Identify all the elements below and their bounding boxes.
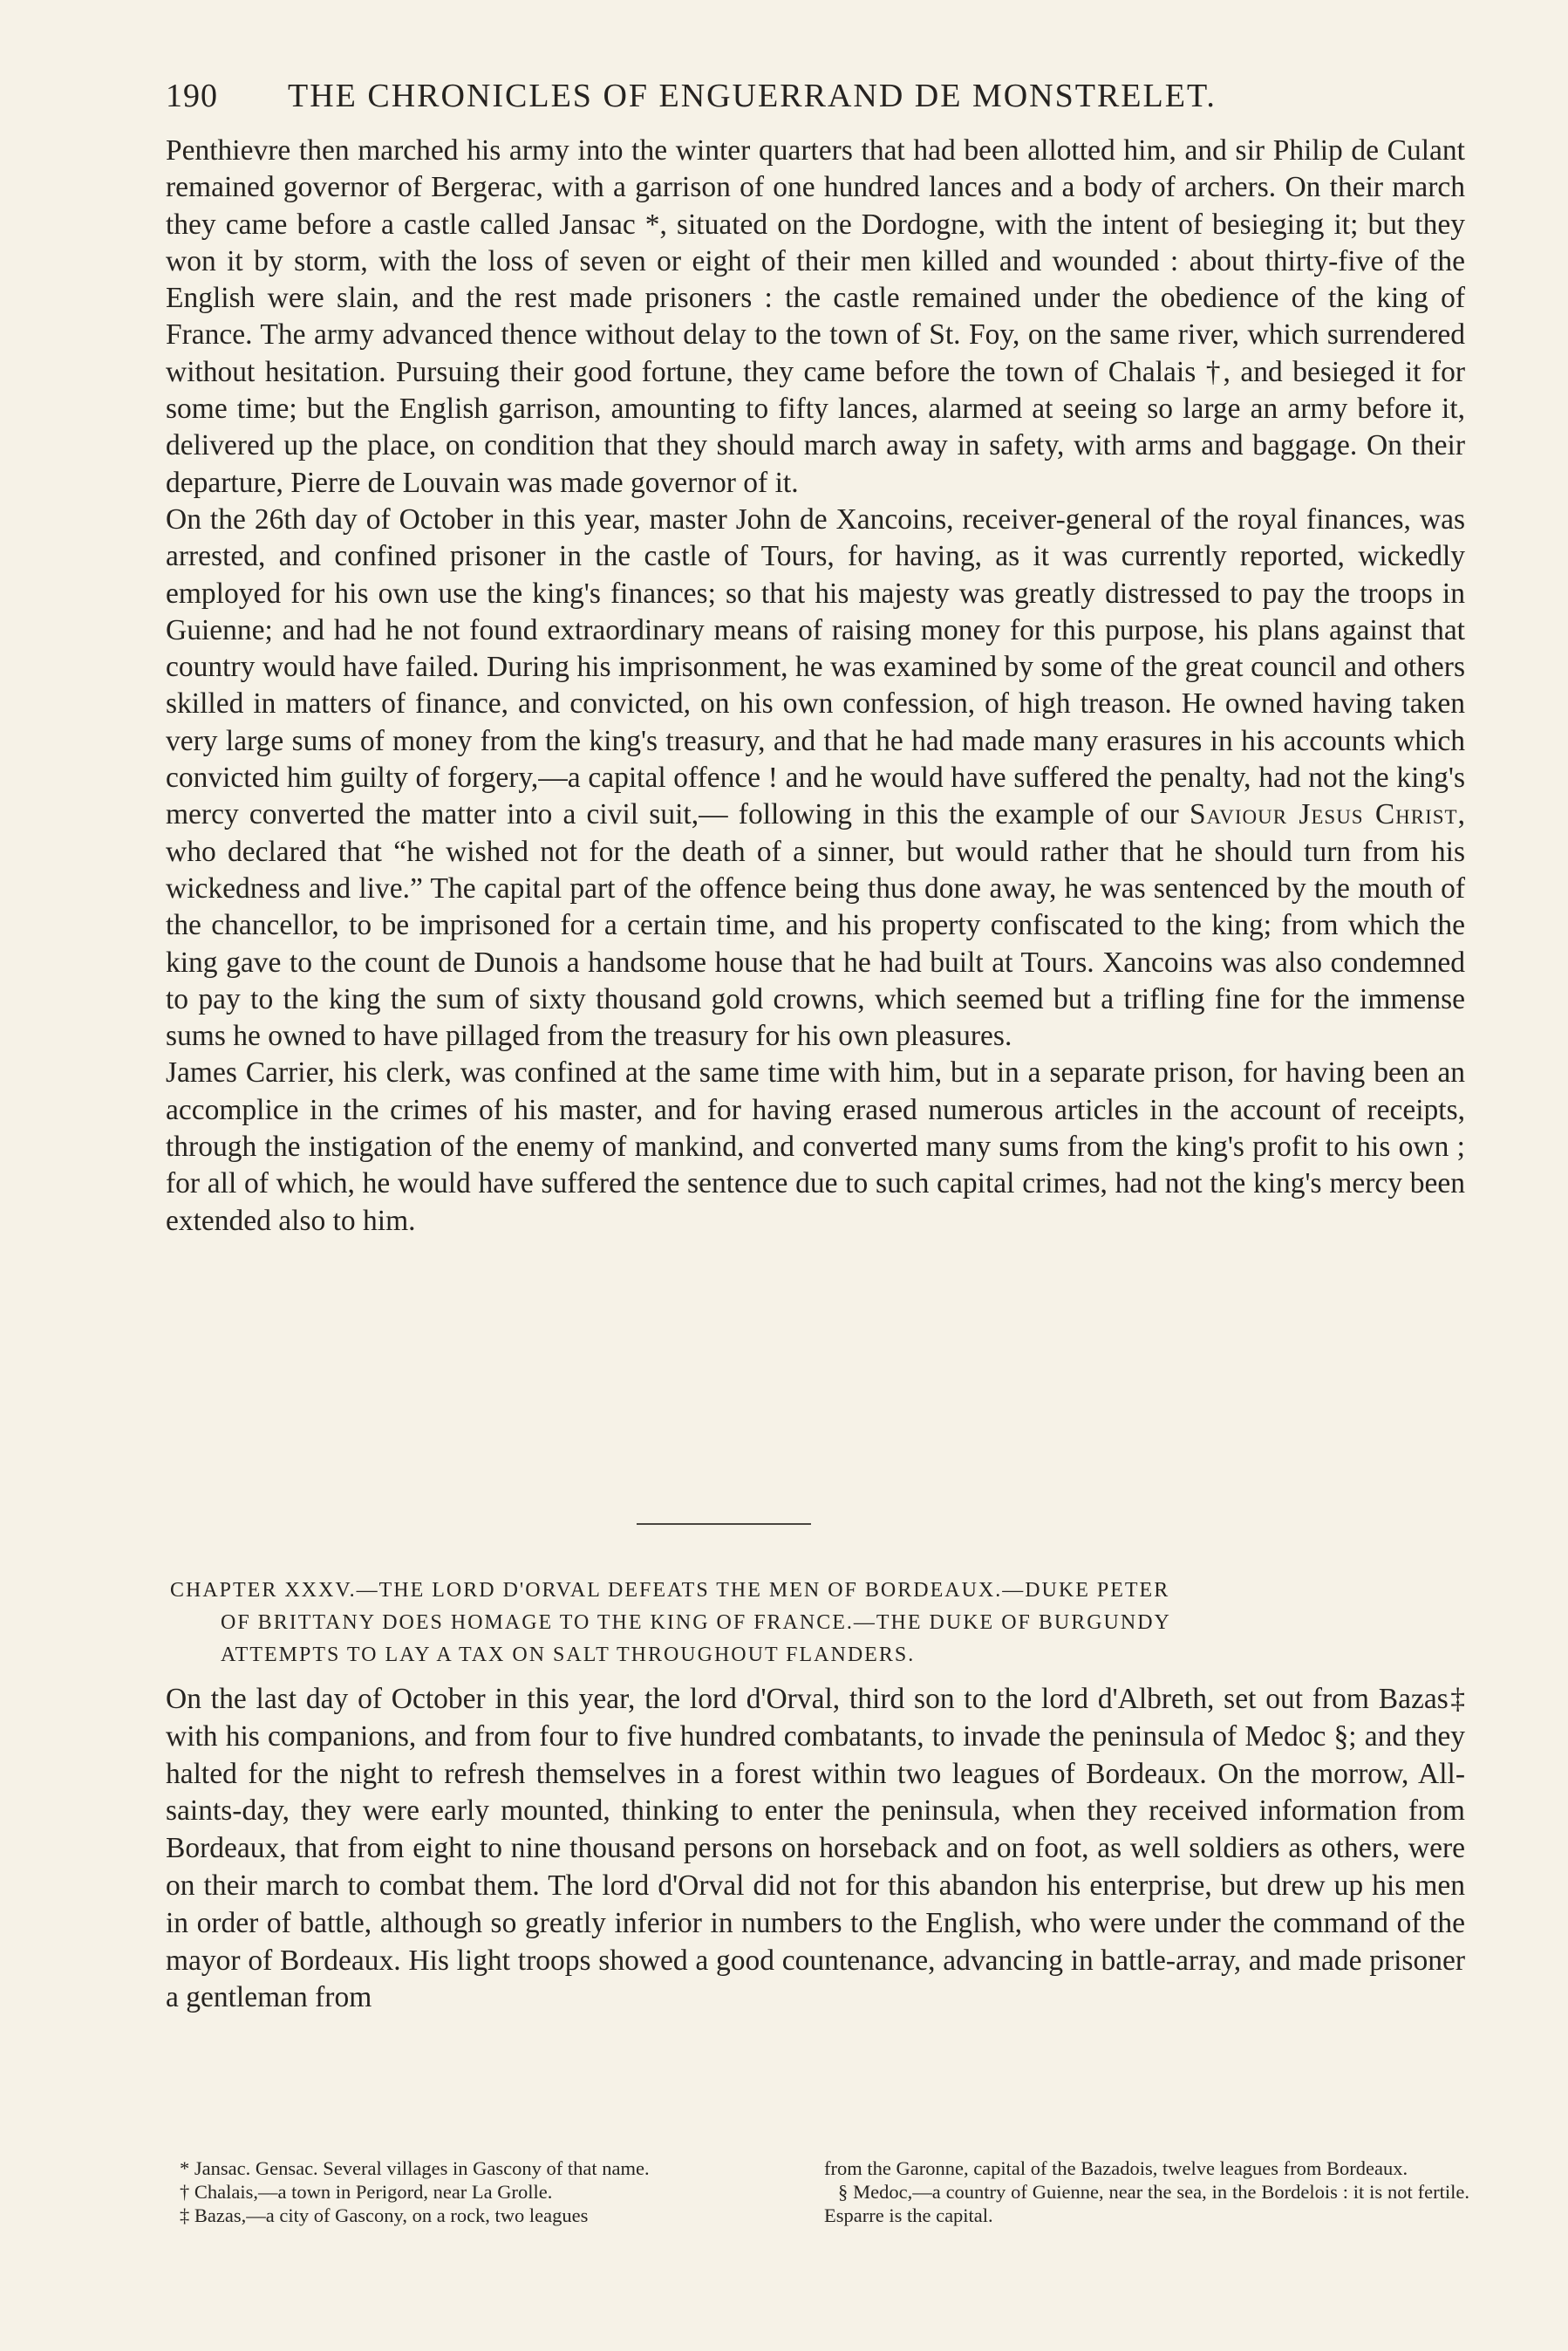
paragraph-text: , who declared that “he wished not for the death of a sinner, but would rather that he should turn from his wickedness and live.” The capital part of the offence being thus done away, he was sentenced by the mouth of the chancellor, to be imprisoned for a certain time, and his property confiscated to the king; from which the king gave to the count de Dunois a handsome house that he had built at Tours. Xancoins was also condemned to pay to the king the sum of sixty thousand gold crowns, which seemed but a trifling fine for the immense sums he owned to have pillaged from the treasury for his own pleasures. [166,798,1465,1053]
footnote: § Medoc,—a country of Guienne, near the sea, in the Bordelois : it is not fertile. Esparre is the capital. [824,2181,1469,2226]
page-number: 190 [166,78,218,114]
chapter-heading-line: ATTEMPTS TO LAY A TAX ON SALT THROUGHOUT FLANDERS. [221,1644,916,1666]
footnote: from the Garonne, capital of the Bazadois, twelve leagues from Bordeaux. [824,2157,1408,2179]
paragraph [166,502,1465,1055]
footnotes-left-column [166,2156,794,2227]
chapter-heading-line: OF BRITTANY DOES HOMAGE TO THE KING OF FRANCE.—THE DUKE OF BURGUNDY [221,1611,1171,1634]
running-head [166,77,1474,115]
chapter-heading [170,1575,1465,1671]
paragraph: Penthievre then marched his army into the winter quarters that had been allotted him, and sir Philip de Culant remained governor of Bergerac, with a garrison of one hundred lances and a body of archers. On their march they came before a castle called Jansac *, situated on the Dordogne, with the intent of besieging it; but they won it by storm, with the loss of seven or eight of their men killed and wounded : about thirty-five of the English were slain, and the rest made prisoners : the castle remained under the obedience of the king of France. The army advanced thence without delay to the town of St. Foy, on the same river, which surrendered without hesitation. Pursuing their good fortune, they came before the town of Chalais †, and besieged it for some time; but the English garrison, amounting to fifty lances, alarmed at seeing so large an army before it, delivered up the place, on condition that they should march away in safety, with arms and baggage. On their departure, Pierre de Louvain was made governor of it. [166,134,1465,499]
footnotes-right-column [824,2156,1469,2227]
chapter-heading-line: CHAPTER XXXV.—THE LORD D'ORVAL DEFEATS THE MEN OF BORDEAUX.—DUKE PETER [170,1579,1170,1602]
body-text-bottom [166,1681,1465,2017]
footnote: * Jansac. Gensac. Several villages in Gascony of that name. [180,2157,650,2179]
running-title: THE CHRONICLES OF ENGUERRAND DE MONSTRELET. [288,78,1217,114]
paragraph: On the last day of October in this year, the lord d'Orval, third son to the lord d'Albreth, set out from Bazas‡ with his companions, and from four to five hundred combatants, to invade the peninsula of Medoc §; and they halted for the night to refresh themselves in a forest within two leagues of Bordeaux. On the morrow, All-saints-day, they were early mounted, thinking to enter the peninsula, when they received information from Bordeaux, that from eight to nine thousand persons on horseback and on foot, as well soldiers as others, were on their march to combat them. The lord d'Orval did not for this abandon his enterprise, but drew up his men in order of battle, although so greatly inferior in numbers to the English, who were under the command of the mayor of Bordeaux. His light troops showed a good countenance, advancing in battle-array, and made prisoner a gentleman from [166,1683,1465,2014]
section-divider [637,1523,811,1525]
paragraph: James Carrier, his clerk, was confined at the same time with him, but in a separate prison, for having been an accomplice in the crimes of his master, and for having erased numerous articles in the account of receipts, through the instigation of the enemy of mankind, and converted many sums from the king's profit to his own ; for all of which, he would have suffered the sentence due to such capital crimes, had not the king's mercy been extended also to him. [166,1056,1465,1237]
small-caps-text: Saviour Jesus Christ [1190,798,1458,831]
footnote: † Chalais,—a town in Perigord, near La Grolle. [180,2181,553,2203]
paragraph-text: On the 26th day of October in this year, master John de Xancoins, receiver-general of the royal finances, was arrested, and confined prisoner in the castle of Tours, for having, as it was currently reported, wickedly employed for his own use the king's finances; so that his majesty was greatly distressed to pay the troops in Guienne; and had he not found extraordinary means of raising money for this purpose, his plans against that country would have failed. During his imprisonment, he was examined by some of the great council and others skilled in matters of finance, and convicted, on his own confession, of high treason. He owned having taken very large sums of money from the king's treasury, and that he had made many erasures in his accounts which convicted him guilty of forgery,—a capital offence ! and he would have suffered the penalty, had not the king's mercy converted the matter into a civil suit,— following in this the example of our [166,502,1465,831]
footnote: ‡ Bazas,—a city of Gascony, on a rock, two leagues [180,2204,589,2226]
body-text-top [166,133,1465,1240]
